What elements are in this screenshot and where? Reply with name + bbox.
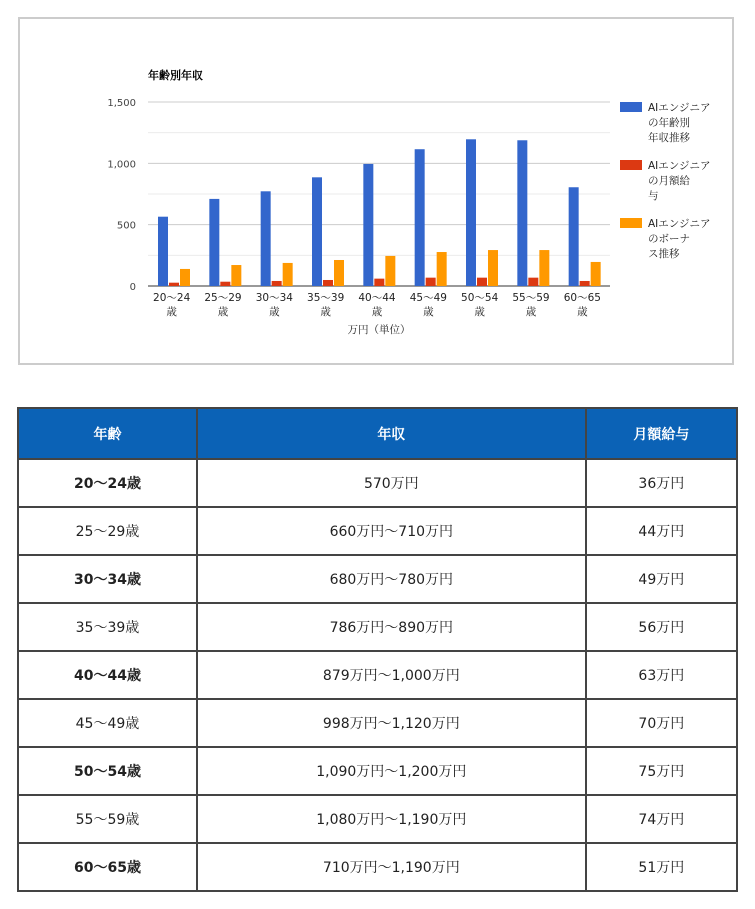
legend-label: AIエンジニアの月額給与	[648, 160, 711, 202]
bar-series-0[interactable]	[312, 177, 322, 286]
table-row	[18, 843, 737, 891]
cell-income: 1,080万円〜1,190万円	[197, 795, 586, 843]
x-axis-label: 万円（単位）	[347, 324, 411, 336]
header-age: 年齢	[18, 408, 197, 459]
bar-series-0[interactable]	[209, 199, 219, 286]
salary-table	[17, 407, 738, 892]
cell-income: 660万円〜710万円	[197, 507, 586, 555]
table-row	[18, 795, 737, 843]
bar-series-1[interactable]	[580, 281, 590, 286]
cell-age: 55〜59歳	[18, 795, 197, 843]
cell-monthly: 75万円	[586, 747, 737, 795]
cell-age: 50〜54歳	[18, 747, 197, 795]
x-tick-label: 25〜29 歳	[204, 292, 242, 318]
bar-series-1[interactable]	[528, 278, 538, 286]
table-row	[18, 603, 737, 651]
bar-series-0[interactable]	[466, 139, 476, 286]
bar-series-2[interactable]	[231, 265, 241, 286]
x-tick-label: 50〜54 歳	[461, 292, 499, 318]
cell-age: 60〜65歳	[18, 843, 197, 891]
y-tick-label: 1,500	[107, 98, 136, 109]
x-tick-label: 35〜39 歳	[307, 292, 345, 318]
x-tick-label: 60〜65 歳	[563, 292, 601, 318]
bar-series-1[interactable]	[220, 282, 230, 286]
table-row	[18, 699, 737, 747]
cell-income: 1,090万円〜1,200万円	[197, 747, 586, 795]
table-row	[18, 507, 737, 555]
table-header-row	[18, 408, 737, 459]
cell-income: 786万円〜890万円	[197, 603, 586, 651]
bar-series-2[interactable]	[488, 250, 498, 286]
bar-series-0[interactable]	[158, 217, 168, 286]
legend-label: AIエンジニアの年齢別年収推移	[648, 102, 711, 144]
cell-income: 879万円〜1,000万円	[197, 651, 586, 699]
legend-swatch	[620, 102, 642, 112]
cell-age: 25〜29歳	[18, 507, 197, 555]
cell-income: 680万円〜780万円	[197, 555, 586, 603]
cell-monthly: 56万円	[586, 603, 737, 651]
table-row	[18, 651, 737, 699]
cell-age: 45〜49歳	[18, 699, 197, 747]
header-monthly: 月額給与	[586, 408, 737, 459]
legend-label: AIエンジニアのボーナス推移	[648, 218, 711, 260]
y-tick-label: 1,000	[107, 159, 136, 171]
cell-income: 570万円	[197, 459, 586, 507]
cell-monthly: 74万円	[586, 795, 737, 843]
bar-series-1[interactable]	[426, 278, 436, 286]
x-tick-label: 55〜59 歳	[512, 292, 550, 318]
legend-swatch	[620, 218, 642, 228]
chart-svg	[20, 19, 736, 367]
cell-age: 20〜24歳	[18, 459, 197, 507]
cell-income: 710万円〜1,190万円	[197, 843, 586, 891]
bar-series-0[interactable]	[261, 191, 271, 286]
x-tick-label: 20〜24 歳	[153, 292, 191, 318]
y-tick-label: 500	[116, 220, 136, 232]
bar-series-0[interactable]	[569, 187, 579, 286]
bar-series-1[interactable]	[169, 283, 179, 286]
bar-series-0[interactable]	[517, 140, 527, 286]
cell-monthly: 49万円	[586, 555, 737, 603]
bar-series-1[interactable]	[477, 278, 487, 286]
cell-monthly: 63万円	[586, 651, 737, 699]
cell-monthly: 51万円	[586, 843, 737, 891]
cell-monthly: 70万円	[586, 699, 737, 747]
legend-swatch	[620, 160, 642, 170]
cell-age: 35〜39歳	[18, 603, 197, 651]
bar-series-2[interactable]	[385, 256, 395, 286]
bar-series-1[interactable]	[272, 281, 282, 286]
bar-series-2[interactable]	[180, 269, 190, 286]
x-tick-label: 30〜34 歳	[255, 292, 293, 318]
cell-age: 40〜44歳	[18, 651, 197, 699]
bar-series-2[interactable]	[437, 252, 447, 286]
bar-series-2[interactable]	[334, 260, 344, 286]
bar-series-1[interactable]	[323, 280, 333, 286]
cell-age: 30〜34歳	[18, 555, 197, 603]
table-row	[18, 555, 737, 603]
salary-chart	[18, 17, 734, 365]
bar-series-2[interactable]	[539, 250, 549, 286]
bar-series-1[interactable]	[374, 279, 384, 286]
bar-series-0[interactable]	[363, 164, 373, 286]
header-income: 年収	[197, 408, 586, 459]
table-row	[18, 459, 737, 507]
x-tick-label: 40〜44 歳	[358, 292, 396, 318]
bar-series-2[interactable]	[591, 262, 601, 286]
bar-series-0[interactable]	[415, 149, 425, 286]
cell-income: 998万円〜1,120万円	[197, 699, 586, 747]
chart-title: 年齢別年収	[148, 69, 203, 82]
table-row	[18, 747, 737, 795]
cell-monthly: 44万円	[586, 507, 737, 555]
x-tick-label: 45〜49 歳	[409, 292, 447, 318]
cell-monthly: 36万円	[586, 459, 737, 507]
bar-series-2[interactable]	[283, 263, 293, 286]
y-tick-label: 0	[129, 282, 136, 293]
